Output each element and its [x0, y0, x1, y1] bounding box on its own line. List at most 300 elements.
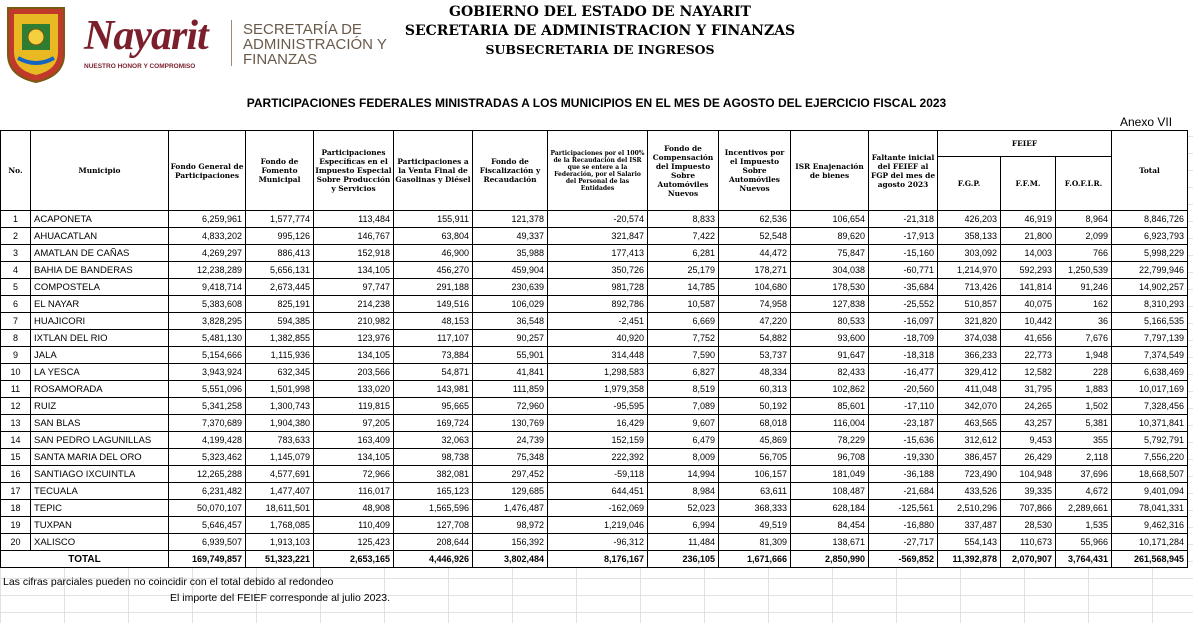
cell-total: 10,017,169 [1112, 381, 1188, 398]
cell-isan: 48,334 [719, 364, 791, 381]
cell-ieps: 119,815 [314, 398, 394, 415]
cell-gasolinas: 291,188 [394, 279, 473, 296]
nayarit-wordmark: Nayarit [84, 13, 208, 59]
cell-ffm: 2,673,445 [246, 279, 314, 296]
cell-feief-fofir: 2,118 [1056, 449, 1112, 466]
cell-isr-bienes: 116,004 [791, 415, 869, 432]
total-ieps: 2,653,165 [314, 551, 394, 568]
cell-compensacion-isan: 10,587 [648, 296, 719, 313]
col-header-municipio: Municipio [31, 131, 169, 211]
cell-compensacion-isan: 8,009 [648, 449, 719, 466]
cell-compensacion-isan: 6,669 [648, 313, 719, 330]
cell-feief-fgp: 713,426 [938, 279, 1001, 296]
table-row [1, 347, 1188, 364]
cell-ieps: 210,982 [314, 313, 394, 330]
cell-no: 3 [1, 245, 31, 262]
cell-gasolinas: 54,871 [394, 364, 473, 381]
cell-feief-ffm: 21,800 [1001, 228, 1056, 245]
cell-total: 8,846,726 [1112, 211, 1188, 228]
cell-gasolinas: 73,884 [394, 347, 473, 364]
cell-isan: 74,958 [719, 296, 791, 313]
cell-total: 7,797,139 [1112, 330, 1188, 347]
total-isr-bienes: 2,850,990 [791, 551, 869, 568]
cell-municipio: RUIZ [31, 398, 169, 415]
cell-fgp: 4,199,428 [169, 432, 246, 449]
cell-feief-ffm: 43,257 [1001, 415, 1056, 432]
cell-total: 5,166,535 [1112, 313, 1188, 330]
col-header-fofir: Fondo de Fiscalización y Recaudación [473, 131, 548, 211]
cell-total: 14,902,257 [1112, 279, 1188, 296]
cell-fofir: 130,769 [473, 415, 548, 432]
cell-feief-fofir: 2,099 [1056, 228, 1112, 245]
cell-fgp: 5,551,096 [169, 381, 246, 398]
cell-no: 7 [1, 313, 31, 330]
total-isr-salarios: 8,176,167 [548, 551, 648, 568]
cell-fofir: 72,960 [473, 398, 548, 415]
cell-isr-salarios: 981,728 [548, 279, 648, 296]
cell-municipio: IXTLAN DEL RIO [31, 330, 169, 347]
cell-gasolinas: 32,063 [394, 432, 473, 449]
cell-gasolinas: 127,708 [394, 517, 473, 534]
cell-isr-bienes: 106,654 [791, 211, 869, 228]
cell-feief-fgp: 1,214,970 [938, 262, 1001, 279]
cell-ffm: 783,633 [246, 432, 314, 449]
cell-isan: 63,611 [719, 483, 791, 500]
cell-isr-salarios: 152,159 [548, 432, 648, 449]
cell-feief-fgp: 463,565 [938, 415, 1001, 432]
cell-isr-salarios: -20,574 [548, 211, 648, 228]
cell-feief-ffm: 707,866 [1001, 500, 1056, 517]
cell-fofir: 459,904 [473, 262, 548, 279]
cell-feief-ffm: 40,075 [1001, 296, 1056, 313]
cell-compensacion-isan: 6,281 [648, 245, 719, 262]
cell-fgp: 50,070,107 [169, 500, 246, 517]
cell-isan: 368,333 [719, 500, 791, 517]
cell-isan: 81,309 [719, 534, 791, 551]
col-header-fgp: Fondo General de Participaciones [169, 131, 246, 211]
col-header-no: No. [1, 131, 31, 211]
cell-faltante: -21,684 [869, 483, 938, 500]
cell-fofir: 49,337 [473, 228, 548, 245]
table-row [1, 483, 1188, 500]
cell-isan: 49,519 [719, 517, 791, 534]
cell-feief-fgp: 374,038 [938, 330, 1001, 347]
cell-fofir: 24,739 [473, 432, 548, 449]
cell-isr-salarios: 1,298,583 [548, 364, 648, 381]
cell-ffm: 18,611,501 [246, 500, 314, 517]
cell-fgp: 4,269,297 [169, 245, 246, 262]
cell-ieps: 123,976 [314, 330, 394, 347]
cell-isan: 50,192 [719, 398, 791, 415]
cell-ffm: 1,145,079 [246, 449, 314, 466]
cell-fofir: 41,841 [473, 364, 548, 381]
cell-fofir: 106,029 [473, 296, 548, 313]
table-row [1, 245, 1188, 262]
cell-ffm: 594,385 [246, 313, 314, 330]
cell-isan: 56,705 [719, 449, 791, 466]
cell-feief-fofir: 355 [1056, 432, 1112, 449]
cell-feief-ffm: 31,795 [1001, 381, 1056, 398]
cell-isr-salarios: 222,392 [548, 449, 648, 466]
cell-isan: 47,220 [719, 313, 791, 330]
cell-fgp: 4,833,202 [169, 228, 246, 245]
cell-faltante: -36,188 [869, 466, 938, 483]
cell-total: 7,328,456 [1112, 398, 1188, 415]
cell-fofir: 35,988 [473, 245, 548, 262]
cell-isr-bienes: 304,038 [791, 262, 869, 279]
table-row [1, 364, 1188, 381]
col-header-total: Total [1112, 131, 1188, 211]
cell-faltante: -17,110 [869, 398, 938, 415]
cell-compensacion-isan: 25,179 [648, 262, 719, 279]
cell-feief-fofir: 228 [1056, 364, 1112, 381]
cell-municipio: SAN BLAS [31, 415, 169, 432]
cell-feief-ffm: 592,293 [1001, 262, 1056, 279]
cell-no: 4 [1, 262, 31, 279]
table-row [1, 517, 1188, 534]
cell-municipio: EL NAYAR [31, 296, 169, 313]
cell-no: 12 [1, 398, 31, 415]
cell-feief-fofir: 162 [1056, 296, 1112, 313]
cell-fgp: 6,231,482 [169, 483, 246, 500]
subsecretariat-title: SUBSECRETARIA DE INGRESOS [485, 42, 715, 57]
annex-label: Anexo VII [1120, 115, 1173, 129]
secretariat-title: SECRETARIA DE ADMINISTRACION Y FINANZAS [404, 23, 796, 39]
cell-isr-bienes: 181,049 [791, 466, 869, 483]
cell-isan: 68,018 [719, 415, 791, 432]
cell-isr-salarios: 314,448 [548, 347, 648, 364]
rounding-note: Las cifras parciales pueden no coincidir con el total debido al redondeo [3, 576, 334, 588]
total-fgp: 169,749,857 [169, 551, 246, 568]
table-row [1, 466, 1188, 483]
cell-isr-bienes: 96,708 [791, 449, 869, 466]
cell-gasolinas: 143,981 [394, 381, 473, 398]
cell-isr-salarios: -2,451 [548, 313, 648, 330]
cell-faltante: -15,636 [869, 432, 938, 449]
cell-feief-fgp: 329,412 [938, 364, 1001, 381]
col-header-feief: FEIEF [938, 131, 1112, 157]
cell-total: 9,462,316 [1112, 517, 1188, 534]
table-row [1, 500, 1188, 517]
cell-feief-fofir: 91,246 [1056, 279, 1112, 296]
cell-ieps: 163,409 [314, 432, 394, 449]
cell-feief-fofir: 2,289,661 [1056, 500, 1112, 517]
total-faltante: -569,852 [869, 551, 938, 568]
cell-fofir: 297,452 [473, 466, 548, 483]
cell-feief-ffm: 41,656 [1001, 330, 1056, 347]
cell-isan: 44,472 [719, 245, 791, 262]
cell-municipio: HUAJICORI [31, 313, 169, 330]
cell-feief-fgp: 366,233 [938, 347, 1001, 364]
cell-ffm: 1,501,998 [246, 381, 314, 398]
table-row [1, 279, 1188, 296]
cell-faltante: -18,709 [869, 330, 938, 347]
cell-feief-ffm: 28,530 [1001, 517, 1056, 534]
table-row [1, 262, 1188, 279]
cell-feief-fgp: 337,487 [938, 517, 1001, 534]
table-row [1, 534, 1188, 551]
cell-feief-fofir: 1,948 [1056, 347, 1112, 364]
cell-isr-salarios: -162,069 [548, 500, 648, 517]
cell-no: 16 [1, 466, 31, 483]
cell-municipio: SANTIAGO IXCUINTLA [31, 466, 169, 483]
cell-isr-bienes: 75,847 [791, 245, 869, 262]
col-header-feief-fofir: F.O.F.I.R. [1056, 157, 1112, 211]
cell-isr-salarios: 40,920 [548, 330, 648, 347]
cell-isan: 53,737 [719, 347, 791, 364]
cell-isr-salarios: 892,786 [548, 296, 648, 313]
secretaria-line: SECRETARÍA DE [243, 21, 362, 38]
cell-compensacion-isan: 52,023 [648, 500, 719, 517]
cell-fgp: 7,370,689 [169, 415, 246, 432]
cell-no: 13 [1, 415, 31, 432]
cell-fgp: 5,341,258 [169, 398, 246, 415]
cell-gasolinas: 165,123 [394, 483, 473, 500]
cell-feief-ffm: 104,948 [1001, 466, 1056, 483]
cell-isr-bienes: 178,530 [791, 279, 869, 296]
cell-isr-bienes: 628,184 [791, 500, 869, 517]
cell-isr-salarios: -59,118 [548, 466, 648, 483]
cell-gasolinas: 98,738 [394, 449, 473, 466]
nayarit-tagline: NUESTRO HONOR Y COMPROMISO [84, 63, 196, 70]
cell-compensacion-isan: 8,519 [648, 381, 719, 398]
cell-feief-fofir: 1,250,539 [1056, 262, 1112, 279]
cell-isr-bienes: 127,838 [791, 296, 869, 313]
cell-compensacion-isan: 14,785 [648, 279, 719, 296]
total-label: TOTAL [1, 551, 169, 568]
cell-municipio: XALISCO [31, 534, 169, 551]
cell-total: 9,401,094 [1112, 483, 1188, 500]
cell-isr-bienes: 91,647 [791, 347, 869, 364]
col-header-isr-bienes: ISR Enajenación de bienes [791, 131, 869, 211]
cell-feief-fgp: 426,203 [938, 211, 1001, 228]
cell-feief-fgp: 321,820 [938, 313, 1001, 330]
cell-feief-ffm: 24,265 [1001, 398, 1056, 415]
cell-no: 17 [1, 483, 31, 500]
cell-municipio: SAN PEDRO LAGUNILLAS [31, 432, 169, 449]
cell-isr-bienes: 89,620 [791, 228, 869, 245]
cell-isan: 52,548 [719, 228, 791, 245]
cell-feief-fgp: 342,070 [938, 398, 1001, 415]
cell-total: 5,998,229 [1112, 245, 1188, 262]
cell-ffm: 1,115,936 [246, 347, 314, 364]
cell-feief-ffm: 9,453 [1001, 432, 1056, 449]
cell-feief-fofir: 55,966 [1056, 534, 1112, 551]
cell-fofir: 111,859 [473, 381, 548, 398]
cell-ffm: 632,345 [246, 364, 314, 381]
cell-ieps: 134,105 [314, 347, 394, 364]
cell-feief-fgp: 358,133 [938, 228, 1001, 245]
cell-fgp: 3,943,924 [169, 364, 246, 381]
cell-gasolinas: 456,270 [394, 262, 473, 279]
cell-isr-bienes: 82,433 [791, 364, 869, 381]
cell-municipio: JALA [31, 347, 169, 364]
cell-isr-salarios: 644,451 [548, 483, 648, 500]
cell-no: 6 [1, 296, 31, 313]
cell-municipio: ROSAMORADA [31, 381, 169, 398]
cell-fgp: 9,418,714 [169, 279, 246, 296]
cell-compensacion-isan: 7,590 [648, 347, 719, 364]
cell-fofir: 121,378 [473, 211, 548, 228]
cell-isr-bienes: 108,487 [791, 483, 869, 500]
cell-isr-salarios: 1,219,046 [548, 517, 648, 534]
table-row [1, 211, 1188, 228]
total-ffm: 51,323,221 [246, 551, 314, 568]
cell-compensacion-isan: 11,484 [648, 534, 719, 551]
logo-divider [231, 20, 232, 66]
cell-no: 2 [1, 228, 31, 245]
secretaria-line: FINANZAS [243, 51, 318, 68]
cell-no: 20 [1, 534, 31, 551]
total-feief-ffm: 2,070,907 [1001, 551, 1056, 568]
cell-feief-fgp: 2,510,296 [938, 500, 1001, 517]
cell-compensacion-isan: 14,994 [648, 466, 719, 483]
cell-faltante: -125,561 [869, 500, 938, 517]
col-header-isan: Incentivos por el Impuesto Sobre Automóviles Nuevos [719, 131, 791, 211]
cell-no: 14 [1, 432, 31, 449]
cell-municipio: COMPOSTELA [31, 279, 169, 296]
cell-fofir: 90,257 [473, 330, 548, 347]
cell-feief-fgp: 303,092 [938, 245, 1001, 262]
cell-feief-fofir: 37,696 [1056, 466, 1112, 483]
cell-ffm: 1,768,085 [246, 517, 314, 534]
participaciones-table [0, 130, 1188, 568]
cell-fgp: 6,259,961 [169, 211, 246, 228]
cell-fofir: 98,972 [473, 517, 548, 534]
cell-fgp: 12,238,289 [169, 262, 246, 279]
cell-compensacion-isan: 7,422 [648, 228, 719, 245]
cell-gasolinas: 149,516 [394, 296, 473, 313]
cell-fofir: 75,348 [473, 449, 548, 466]
cell-gasolinas: 208,644 [394, 534, 473, 551]
cell-faltante: -18,318 [869, 347, 938, 364]
cell-feief-fgp: 723,490 [938, 466, 1001, 483]
cell-isr-salarios: -95,595 [548, 398, 648, 415]
cell-compensacion-isan: 7,752 [648, 330, 719, 347]
cell-gasolinas: 169,724 [394, 415, 473, 432]
cell-municipio: TECUALA [31, 483, 169, 500]
cell-feief-ffm: 10,442 [1001, 313, 1056, 330]
table-row [1, 449, 1188, 466]
total-compensacion-isan: 236,105 [648, 551, 719, 568]
cell-total: 8,310,293 [1112, 296, 1188, 313]
cell-total: 78,041,331 [1112, 500, 1188, 517]
cell-ieps: 125,423 [314, 534, 394, 551]
cell-ieps: 134,105 [314, 262, 394, 279]
government-title: GOBIERNO DEL ESTADO DE NAYARIT [449, 4, 751, 20]
total-feief-fofir: 3,764,431 [1056, 551, 1112, 568]
cell-isr-bienes: 85,601 [791, 398, 869, 415]
cell-fgp: 5,383,608 [169, 296, 246, 313]
total-feief-fgp: 11,392,878 [938, 551, 1001, 568]
cell-faltante: -16,477 [869, 364, 938, 381]
cell-total: 10,171,284 [1112, 534, 1188, 551]
cell-ffm: 5,656,131 [246, 262, 314, 279]
cell-faltante: -15,160 [869, 245, 938, 262]
cell-isr-salarios: 177,413 [548, 245, 648, 262]
cell-ieps: 48,908 [314, 500, 394, 517]
cell-fgp: 5,154,666 [169, 347, 246, 364]
total-total: 261,568,945 [1112, 551, 1188, 568]
cell-fofir: 129,685 [473, 483, 548, 500]
cell-isr-salarios: -96,312 [548, 534, 648, 551]
cell-ieps: 113,484 [314, 211, 394, 228]
cell-isr-bienes: 80,533 [791, 313, 869, 330]
cell-isr-bienes: 138,671 [791, 534, 869, 551]
col-header-feief-ffm: F.F.M. [1001, 157, 1056, 211]
cell-feief-fgp: 386,457 [938, 449, 1001, 466]
cell-feief-ffm: 12,582 [1001, 364, 1056, 381]
cell-no: 19 [1, 517, 31, 534]
cell-feief-fofir: 7,676 [1056, 330, 1112, 347]
cell-isan: 54,882 [719, 330, 791, 347]
cell-feief-ffm: 141,814 [1001, 279, 1056, 296]
cell-fgp: 5,646,457 [169, 517, 246, 534]
cell-municipio: AMATLAN DE CAÑAS [31, 245, 169, 262]
cell-compensacion-isan: 6,827 [648, 364, 719, 381]
cell-ieps: 97,205 [314, 415, 394, 432]
cell-isan: 62,536 [719, 211, 791, 228]
cell-ffm: 1,904,380 [246, 415, 314, 432]
table-row [1, 381, 1188, 398]
col-header-ieps: Participaciones Específicas en el Impuesto Especial Sobre Producción y Servicios [314, 131, 394, 211]
cell-feief-fofir: 4,672 [1056, 483, 1112, 500]
cell-total: 6,923,793 [1112, 228, 1188, 245]
cell-ffm: 1,477,407 [246, 483, 314, 500]
cell-isr-salarios: 16,429 [548, 415, 648, 432]
cell-feief-fofir: 36 [1056, 313, 1112, 330]
cell-faltante: -60,771 [869, 262, 938, 279]
cell-faltante: -20,560 [869, 381, 938, 398]
cell-gasolinas: 46,900 [394, 245, 473, 262]
cell-feief-fofir: 5,381 [1056, 415, 1112, 432]
cell-gasolinas: 1,565,596 [394, 500, 473, 517]
cell-gasolinas: 63,804 [394, 228, 473, 245]
cell-ffm: 1,577,774 [246, 211, 314, 228]
cell-compensacion-isan: 9,607 [648, 415, 719, 432]
cell-feief-fgp: 510,857 [938, 296, 1001, 313]
cell-ieps: 203,566 [314, 364, 394, 381]
table-row [1, 398, 1188, 415]
cell-feief-ffm: 26,429 [1001, 449, 1056, 466]
cell-isr-salarios: 350,726 [548, 262, 648, 279]
col-header-isr-salarios: Participaciones por el 100% de la Recaudación del ISR que se entere a la Federación, por el Salario del Personal de las Entidades [548, 131, 648, 211]
cell-ieps: 72,966 [314, 466, 394, 483]
cell-ffm: 4,577,691 [246, 466, 314, 483]
col-header-feief-fgp: F.G.P. [938, 157, 1001, 211]
cell-no: 10 [1, 364, 31, 381]
cell-ffm: 995,126 [246, 228, 314, 245]
col-header-ffm: Fondo de Fomento Municipal [246, 131, 314, 211]
cell-ffm: 1,913,103 [246, 534, 314, 551]
col-header-compensacion-isan: Fondo de Compensación del Impuesto Sobre Automóviles Nuevos [648, 131, 719, 211]
cell-total: 5,792,791 [1112, 432, 1188, 449]
cell-total: 22,799,946 [1112, 262, 1188, 279]
col-header-faltante: Faltante inicial del FEIEF al FGP del mes de agosto 2023 [869, 131, 938, 211]
cell-feief-ffm: 110,673 [1001, 534, 1056, 551]
cell-isr-bienes: 102,862 [791, 381, 869, 398]
cell-municipio: AHUACATLAN [31, 228, 169, 245]
cell-isr-bienes: 78,229 [791, 432, 869, 449]
cell-ieps: 110,409 [314, 517, 394, 534]
cell-no: 15 [1, 449, 31, 466]
cell-ieps: 146,767 [314, 228, 394, 245]
cell-isan: 104,680 [719, 279, 791, 296]
cell-no: 11 [1, 381, 31, 398]
cell-feief-ffm: 46,919 [1001, 211, 1056, 228]
cell-fgp: 5,481,130 [169, 330, 246, 347]
cell-isr-salarios: 321,847 [548, 228, 648, 245]
